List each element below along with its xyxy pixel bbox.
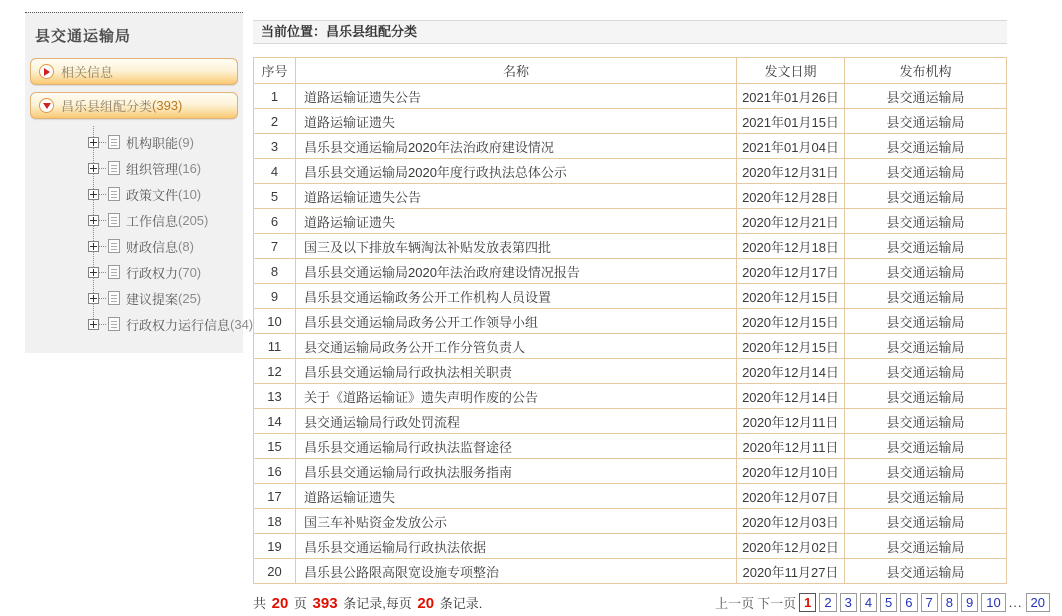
row-index: 18 — [254, 509, 296, 534]
pagination-page[interactable]: 20 — [1026, 593, 1050, 612]
doc-title-link[interactable]: 县交通运输局政务公开工作分管负责人 — [296, 334, 737, 359]
tree-item-count: (70) — [178, 264, 202, 280]
document-icon — [108, 317, 120, 331]
tree-item[interactable] — [83, 129, 243, 155]
doc-date: 2021年01月04日 — [737, 134, 845, 159]
doc-date: 2020年12月11日 — [737, 409, 845, 434]
doc-date: 2020年12月28日 — [737, 184, 845, 209]
document-icon — [108, 135, 120, 149]
doc-agency: 县交通运输局 — [845, 109, 1007, 134]
doc-date: 2020年11月27日 — [737, 559, 845, 584]
tree-item[interactable] — [83, 155, 243, 181]
pagination-page[interactable]: 4 — [860, 593, 877, 612]
expand-plus-icon[interactable] — [88, 163, 99, 174]
doc-title-link[interactable]: 昌乐县交通运输局政务公开工作领导小组 — [296, 309, 737, 334]
next-page-link[interactable]: 下一页 — [757, 596, 797, 611]
tree-connector — [99, 142, 106, 143]
doc-title-link[interactable]: 昌乐县交通运输政务公开工作机构人员设置 — [296, 284, 737, 309]
pagination-page[interactable]: 7 — [921, 593, 938, 612]
stat-text: 条记录,每页 — [339, 596, 416, 611]
tree-item-count: (34) — [230, 316, 254, 332]
row-index: 14 — [254, 409, 296, 434]
doc-agency: 县交通运输局 — [845, 534, 1007, 559]
expand-plus-icon[interactable] — [88, 293, 99, 304]
tree-item[interactable] — [83, 181, 243, 207]
related-info-button[interactable] — [30, 58, 238, 85]
footer-bar — [253, 593, 1050, 612]
pagination-page[interactable]: 3 — [840, 593, 857, 612]
expand-plus-icon[interactable] — [88, 319, 99, 330]
tree-connector — [99, 194, 106, 195]
tree-item-label: 行政权力运行信息 — [126, 317, 231, 333]
row-index: 19 — [254, 534, 296, 559]
pagination-page[interactable]: 10 — [981, 593, 1005, 612]
category-button[interactable] — [30, 92, 238, 119]
pagination-page[interactable]: 6 — [900, 593, 917, 612]
tree-item[interactable] — [83, 311, 254, 337]
tree-item-label: 工作信息 — [126, 213, 179, 229]
tree-item-count: (25) — [178, 290, 202, 306]
doc-agency: 县交通运输局 — [845, 209, 1007, 234]
doc-date: 2020年12月02日 — [737, 534, 845, 559]
document-icon — [108, 213, 120, 227]
tree-connector — [99, 220, 106, 221]
doc-agency: 县交通运输局 — [845, 234, 1007, 259]
doc-date: 2021年01月15日 — [737, 109, 845, 134]
row-index: 13 — [254, 384, 296, 409]
pagination-page[interactable]: 5 — [880, 593, 897, 612]
doc-date: 2020年12月10日 — [737, 459, 845, 484]
table-row — [254, 509, 1007, 534]
tree-item-label: 组织管理 — [126, 161, 179, 177]
row-index: 7 — [254, 234, 296, 259]
stat-number: 20 — [417, 595, 435, 612]
doc-title-link[interactable]: 道路运输证遗失 — [296, 109, 737, 134]
row-index: 12 — [254, 359, 296, 384]
category-tree — [83, 126, 254, 337]
category-count: (393) — [152, 98, 183, 113]
records-summary — [253, 593, 482, 612]
doc-agency: 县交通运输局 — [845, 409, 1007, 434]
breadcrumb: 当前位置：昌乐县组配分类 — [253, 20, 1007, 44]
expand-plus-icon[interactable] — [88, 241, 99, 252]
stat-number: 20 — [271, 595, 289, 612]
pagination-page[interactable]: 9 — [961, 593, 978, 612]
table-row — [254, 409, 1007, 434]
pagination-page[interactable]: 8 — [941, 593, 958, 612]
doc-date: 2020年12月03日 — [737, 509, 845, 534]
stat-text: 页 — [290, 596, 311, 611]
doc-agency: 县交通运输局 — [845, 159, 1007, 184]
tree-item-count: (16) — [178, 160, 202, 176]
expand-plus-icon[interactable] — [88, 189, 99, 200]
pagination-ellipsis: ... — [1008, 595, 1023, 610]
document-icon — [108, 187, 120, 201]
tree-item-label: 政策文件 — [126, 187, 179, 203]
doc-title-link[interactable]: 昌乐县交通运输局2020年法治政府建设情况 — [296, 134, 737, 159]
row-index: 10 — [254, 309, 296, 334]
table-row — [254, 234, 1007, 259]
row-index: 20 — [254, 559, 296, 584]
doc-title-link[interactable]: 道路运输证遗失公告 — [296, 184, 737, 209]
sidebar-title: 县交通运输局 — [35, 28, 132, 45]
doc-title-link[interactable]: 昌乐县交通运输局行政执法依据 — [296, 534, 737, 559]
table-row — [254, 259, 1007, 284]
tree-connector — [99, 168, 106, 169]
table-row — [254, 284, 1007, 309]
table-row — [254, 534, 1007, 559]
row-index: 3 — [254, 134, 296, 159]
doc-title-link[interactable]: 国三车补贴资金发放公示 — [296, 509, 737, 534]
doc-date: 2020年12月11日 — [737, 434, 845, 459]
row-index: 17 — [254, 484, 296, 509]
play-right-icon — [39, 64, 54, 79]
sidebar — [25, 12, 254, 353]
table-row — [254, 459, 1007, 484]
table-row — [254, 559, 1007, 584]
tree-item-label: 机构职能 — [126, 135, 179, 151]
row-index: 1 — [254, 84, 296, 109]
doc-agency: 县交通运输局 — [845, 284, 1007, 309]
doc-date: 2020年12月14日 — [737, 359, 845, 384]
expand-plus-icon[interactable] — [88, 267, 99, 278]
tree-item-count: (8) — [178, 238, 194, 254]
tree-item-label: 行政权力 — [126, 265, 179, 281]
table-row — [254, 434, 1007, 459]
tree-item-label: 建议提案 — [126, 291, 179, 307]
table-row — [254, 334, 1007, 359]
doc-agency: 县交通运输局 — [845, 509, 1007, 534]
documents-table — [253, 57, 1007, 584]
row-index: 5 — [254, 184, 296, 209]
doc-date: 2020年12月07日 — [737, 484, 845, 509]
doc-title-link[interactable]: 昌乐县交通运输局行政执法服务指南 — [296, 459, 737, 484]
table-row — [254, 209, 1007, 234]
table-row — [254, 159, 1007, 184]
tree-item[interactable] — [83, 259, 243, 285]
pagination-pages — [799, 593, 1050, 612]
prev-page-link[interactable]: 上一页 — [715, 596, 755, 611]
column-header: 发布机构 — [845, 58, 1007, 84]
doc-title-link[interactable]: 关于《道路运输证》遗失声明作废的公告 — [296, 384, 737, 409]
doc-date: 2020年12月18日 — [737, 234, 845, 259]
tree-item[interactable] — [83, 207, 243, 233]
tree-item[interactable] — [83, 233, 243, 259]
table-row — [254, 359, 1007, 384]
table-row — [254, 184, 1007, 209]
row-index: 11 — [254, 334, 296, 359]
doc-title-link[interactable]: 昌乐县公路限高限宽设施专项整治 — [296, 559, 737, 584]
table-row — [254, 309, 1007, 334]
table-row — [254, 484, 1007, 509]
table-header-row — [254, 58, 1007, 84]
pagination-page-current[interactable]: 1 — [799, 593, 816, 612]
column-header: 名称 — [296, 58, 737, 84]
doc-date: 2021年01月26日 — [737, 84, 845, 109]
doc-title-link[interactable]: 昌乐县交通运输局行政执法监督途径 — [296, 434, 737, 459]
stat-text: 条记录. — [436, 596, 483, 611]
doc-agency: 县交通运输局 — [845, 184, 1007, 209]
column-header: 序号 — [254, 58, 296, 84]
doc-date: 2020年12月21日 — [737, 209, 845, 234]
doc-title-link[interactable]: 昌乐县交通运输局行政执法相关职责 — [296, 359, 737, 384]
row-index: 9 — [254, 284, 296, 309]
tree-item-label: 财政信息 — [126, 239, 179, 255]
table-row — [254, 384, 1007, 409]
document-icon — [108, 239, 120, 253]
doc-title-link[interactable]: 国三及以下排放车辆淘汰补贴发放表第四批 — [296, 234, 737, 259]
pagination — [715, 593, 1050, 612]
arrow-down-icon — [39, 98, 54, 113]
doc-agency: 县交通运输局 — [845, 434, 1007, 459]
doc-agency: 县交通运输局 — [845, 259, 1007, 284]
column-header: 发文日期 — [737, 58, 845, 84]
row-index: 16 — [254, 459, 296, 484]
doc-title-link[interactable]: 昌乐县交通运输局2020年法治政府建设情况报告 — [296, 259, 737, 284]
doc-agency: 县交通运输局 — [845, 334, 1007, 359]
main-content — [253, 20, 1050, 612]
doc-title-link[interactable]: 道路运输证遗失 — [296, 484, 737, 509]
doc-date: 2020年12月31日 — [737, 159, 845, 184]
doc-agency: 县交通运输局 — [845, 484, 1007, 509]
document-icon — [108, 161, 120, 175]
expand-plus-icon[interactable] — [88, 137, 99, 148]
tree-item-count: (205) — [178, 212, 209, 228]
doc-title-link[interactable]: 昌乐县交通运输局2020年度行政执法总体公示 — [296, 159, 737, 184]
tree-connector — [99, 272, 106, 273]
doc-agency: 县交通运输局 — [845, 359, 1007, 384]
tree-connector — [99, 246, 106, 247]
doc-title-link[interactable]: 县交通运输局行政处罚流程 — [296, 409, 737, 434]
related-info-label: 相关信息 — [61, 65, 114, 80]
doc-date: 2020年12月15日 — [737, 309, 845, 334]
doc-date: 2020年12月15日 — [737, 284, 845, 309]
table-row — [254, 109, 1007, 134]
doc-date: 2020年12月15日 — [737, 334, 845, 359]
doc-agency: 县交通运输局 — [845, 559, 1007, 584]
row-index: 4 — [254, 159, 296, 184]
stat-text: 共 — [253, 596, 270, 611]
doc-agency: 县交通运输局 — [845, 384, 1007, 409]
row-index: 2 — [254, 109, 296, 134]
doc-agency: 县交通运输局 — [845, 459, 1007, 484]
pagination-page[interactable]: 2 — [819, 593, 836, 612]
row-index: 6 — [254, 209, 296, 234]
table-row — [254, 84, 1007, 109]
doc-agency: 县交通运输局 — [845, 134, 1007, 159]
table-row — [254, 134, 1007, 159]
document-icon — [108, 265, 120, 279]
tree-connector — [99, 324, 106, 325]
tree-item-count: (10) — [178, 186, 202, 202]
stat-number: 393 — [312, 595, 338, 612]
doc-agency: 县交通运输局 — [845, 84, 1007, 109]
doc-title-link[interactable]: 道路运输证遗失 — [296, 209, 737, 234]
row-index: 15 — [254, 434, 296, 459]
tree-item[interactable] — [83, 285, 243, 311]
row-index: 8 — [254, 259, 296, 284]
doc-agency: 县交通运输局 — [845, 309, 1007, 334]
tree-connector — [99, 298, 106, 299]
document-icon — [108, 291, 120, 305]
table-body — [254, 84, 1007, 584]
tree-item-count: (9) — [178, 134, 194, 150]
category-label: 昌乐县组配分类 — [61, 99, 153, 114]
doc-title-link[interactable]: 道路运输证遗失公告 — [296, 84, 737, 109]
doc-date: 2020年12月14日 — [737, 384, 845, 409]
expand-plus-icon[interactable] — [88, 215, 99, 226]
doc-date: 2020年12月17日 — [737, 259, 845, 284]
